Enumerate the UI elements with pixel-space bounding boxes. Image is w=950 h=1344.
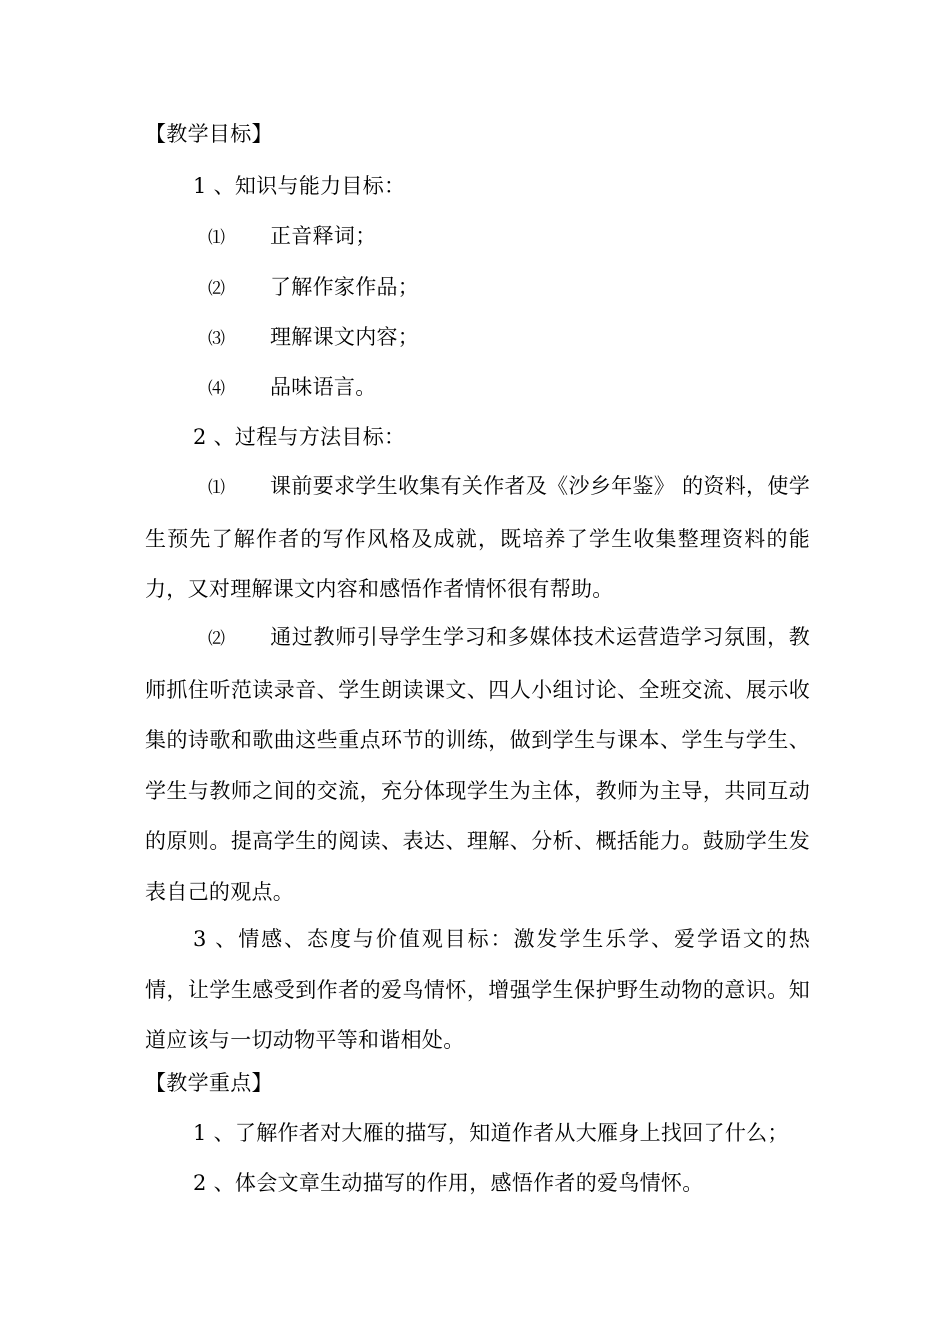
item-number: ⑵: [208, 279, 226, 299]
item-number: ⑶: [208, 329, 226, 349]
goal3-paragraph: 3 、情感、态度与价值观目标：激发学生乐学、爱学语文的热情，让学生感受到作者的爱鸟情怀，增强学生保护野生动物的意识。知道应该与一切动物平等和谐相处。: [145, 927, 810, 1052]
item-text: 理解课文内容；: [270, 325, 420, 349]
goal1-item: [208, 272, 419, 304]
goal2-paragraph-2: [145, 612, 810, 917]
heading-teaching-goals: 【教学目标】: [145, 122, 273, 146]
key-point-1: 1 、了解作者对大雁的描写，知道作者从大雁身上找回了什么；: [193, 1121, 789, 1145]
goal1-title: 1 、知识与能力目标：: [193, 174, 406, 198]
goal2-title: 2 、过程与方法目标：: [193, 425, 406, 449]
paragraph-text: 通过教师引导学生学习和多媒体技术运营造学习氛围，教师抓住听范读录音、学生朗读课文、四人小组讨论、全班交流、展示收集的诗歌和歌曲这些重点环节的训练，做到学生与课本、学生与学生、学生与教师之间的交流，充分体现学生为主体，教师为主导，共同互动的原则。提高学生的阅读、表达、理解、分析、概括能力。鼓励学生发表自己的观点。: [145, 625, 810, 904]
goal1-item: [208, 372, 377, 404]
item-text: 正音释词；: [270, 224, 377, 248]
item-number: ⑴: [208, 228, 226, 248]
item-text: 了解作家作品；: [270, 275, 420, 299]
item-text: 品味语言。: [270, 375, 377, 399]
goal2-paragraph-1: [145, 461, 810, 615]
goal1-item: [208, 221, 377, 253]
key-point-2: 2 、体会文章生动描写的作用，感悟作者的爱鸟情怀。: [193, 1171, 704, 1195]
paragraph-text: 课前要求学生收集有关作者及《沙乡年鉴》 的资料，使学生预先了解作者的写作风格及成就，既培养了学生收集整理资料的能力，又对理解课文内容和感悟作者情怀很有帮助。: [145, 474, 810, 601]
item-number: ⑷: [208, 379, 226, 399]
heading-teaching-key-points: 【教学重点】: [145, 1071, 273, 1095]
paragraph-number: ⑵: [208, 629, 226, 649]
paragraph-number: ⑴: [208, 478, 226, 498]
goal1-item: [208, 322, 419, 354]
